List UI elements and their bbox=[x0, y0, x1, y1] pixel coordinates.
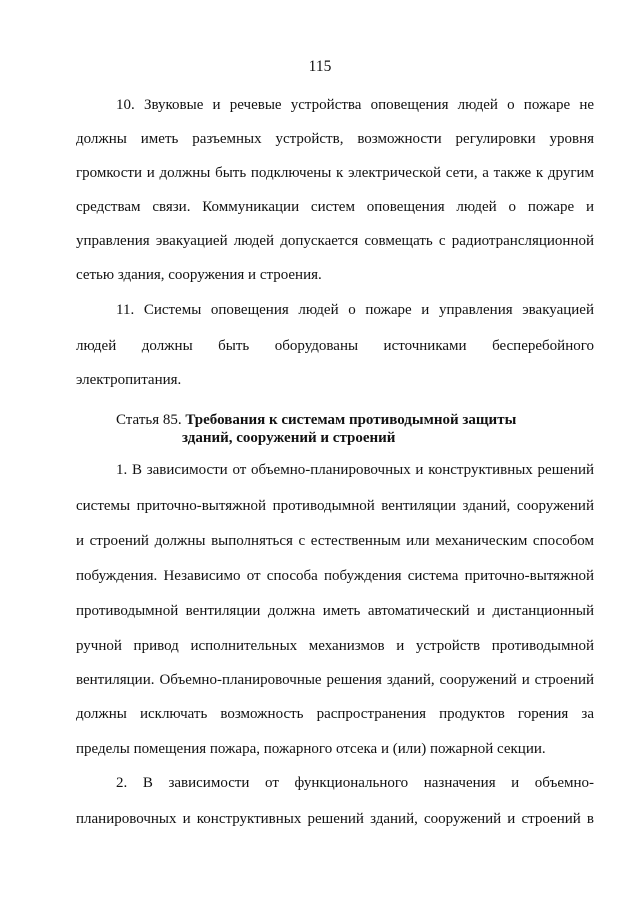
article-number: Статья 85. bbox=[116, 412, 186, 428]
paragraph-line: ручной привод исполнительных механизмов и устройств противодымной bbox=[76, 638, 594, 654]
paragraph-line: противодымной вентиляции должна иметь автоматический и дистанционный bbox=[76, 603, 594, 619]
paragraph-line: громкости и должны быть подключены к электрической сети, а также к другим bbox=[76, 165, 594, 181]
article-heading bbox=[116, 410, 594, 430]
paragraph-line: 10. Звуковые и речевые устройства оповещения людей о пожаре не bbox=[116, 97, 594, 113]
paragraph-line: и строений должны выполняться с естественным или механическим способом bbox=[76, 533, 594, 549]
paragraph-line: 11. Системы оповещения людей о пожаре и управления эвакуацией bbox=[116, 302, 594, 318]
paragraph-line: должны исключать возможность распространения продуктов горения за bbox=[76, 706, 594, 722]
paragraph-line: должны иметь разъемных устройств, возможности регулировки уровня bbox=[76, 131, 594, 147]
paragraph-line: сетью здания, сооружения и строения. bbox=[76, 267, 322, 283]
article-title-continued: зданий, сооружений и строений bbox=[182, 430, 396, 446]
paragraph-line: средствам связи. Коммуникации систем оповещения людей о пожаре и bbox=[76, 199, 594, 215]
paragraph-line: вентиляции. Объемно-планировочные решения зданий, сооружений и строений bbox=[76, 672, 594, 688]
page-number: 115 bbox=[308, 58, 332, 75]
paragraph-line: побуждения. Независимо от способа побуждения система приточно-вытяжной bbox=[76, 568, 594, 584]
paragraph-line: 1. В зависимости от объемно-планировочных и конструктивных решений bbox=[116, 462, 594, 478]
paragraph-line: людей должны быть оборудованы источниками бесперебойного bbox=[76, 338, 594, 354]
paragraph-line: управления эвакуацией людей допускается совмещать с радиотрансляционной bbox=[76, 233, 594, 249]
paragraph-line: планировочных и конструктивных решений зданий, сооружений и строений в bbox=[76, 811, 594, 827]
paragraph-line: системы приточно-вытяжной противодымной вентиляции зданий, сооружений bbox=[76, 498, 594, 514]
paragraph-line: электропитания. bbox=[76, 372, 182, 388]
article-title: Требования к системам противодымной защиты bbox=[185, 412, 517, 428]
paragraph-line: пределы помещения пожара, пожарного отсека и (или) пожарной секции. bbox=[76, 741, 546, 757]
paragraph-line: 2. В зависимости от функционального назначения и объемно- bbox=[116, 775, 594, 791]
